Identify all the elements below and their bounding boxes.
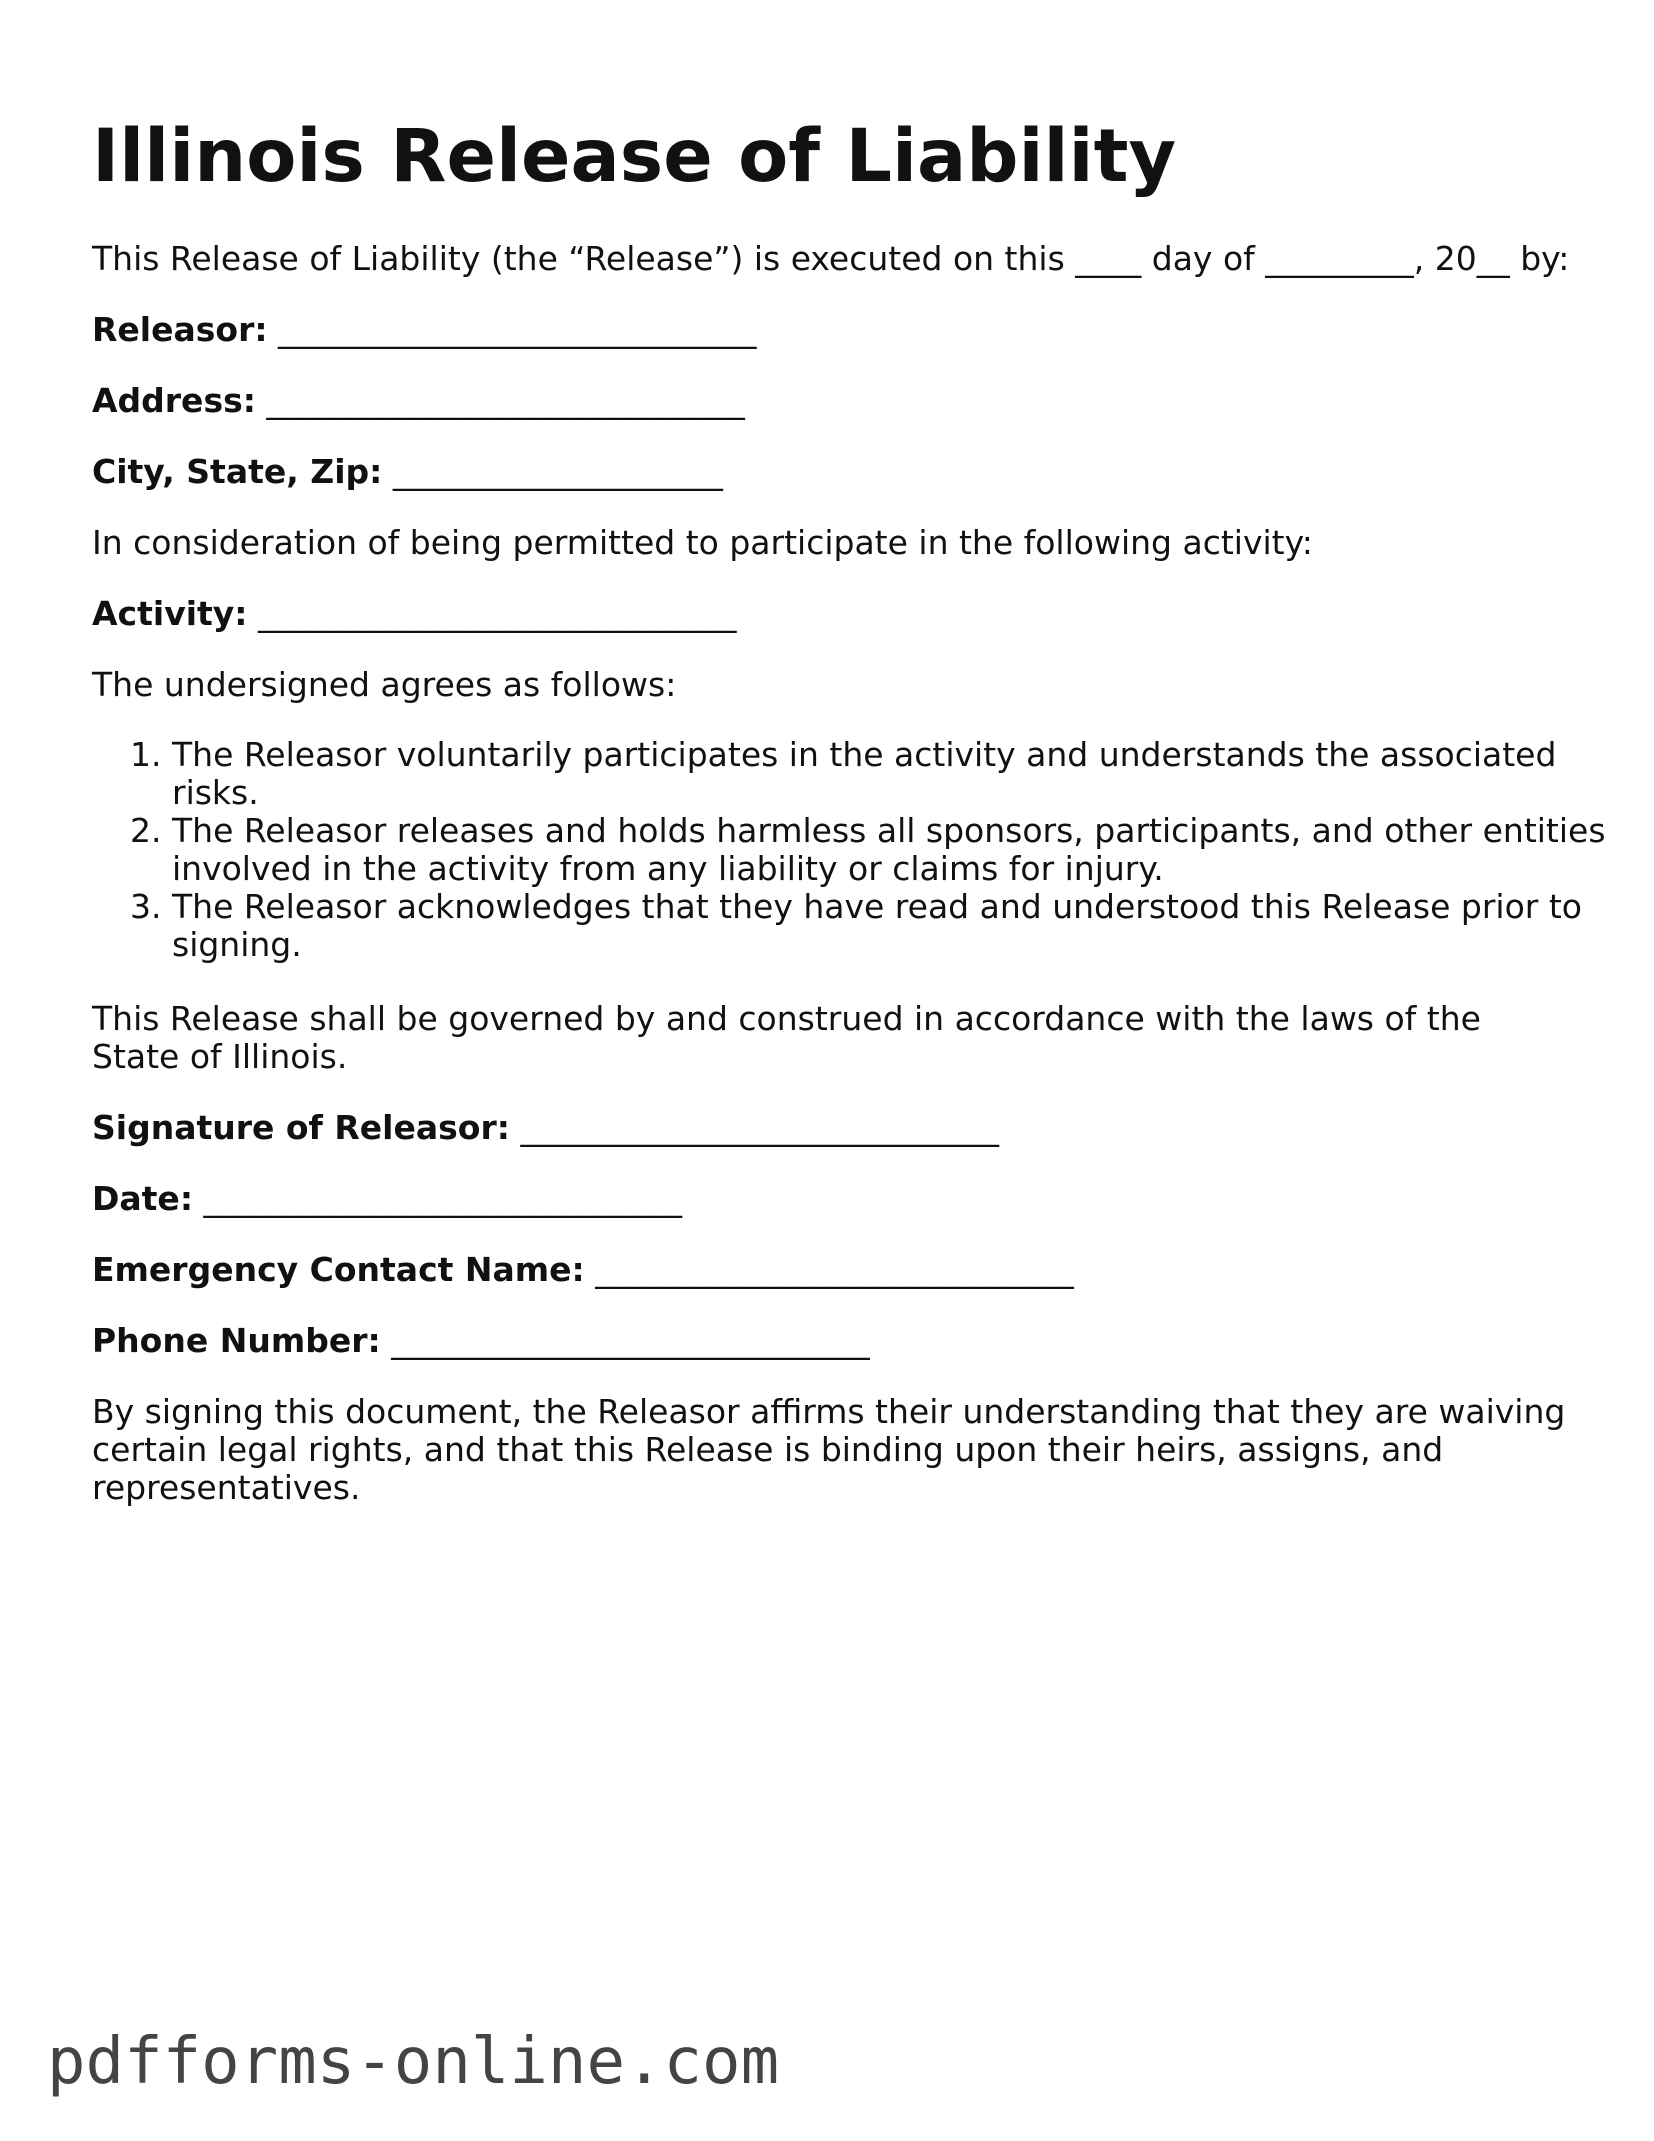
emergency-contact-blank: _____________________________ (595, 1250, 1074, 1289)
city-state-zip-label: City, State, Zip: (92, 452, 383, 491)
emergency-contact-field (92, 1251, 1074, 1289)
phone-number-label: Phone Number: (92, 1321, 381, 1360)
terms-list (92, 736, 1652, 964)
governing-law-text: This Release shall be governed by and construed in accordance with the laws of the State of Illinois. (92, 999, 1481, 1076)
intro-text: This Release of Liability (the “Release”) is executed on this ____ day of _________, 20__ by: (92, 239, 1570, 278)
date-field (92, 1180, 682, 1218)
watermark: pdfforms-online.com (47, 2025, 780, 2099)
phone-number-blank: _____________________________ (391, 1321, 870, 1360)
activity-label: Activity: (92, 594, 248, 633)
city-state-zip-field (92, 453, 723, 491)
releasor-field (92, 311, 757, 349)
signature-field (92, 1109, 999, 1147)
emergency-contact-label: Emergency Contact Name: (92, 1250, 585, 1289)
term-item: 1. The Releasor voluntarily participates in the activity and understands the associated risks. (172, 736, 1652, 812)
releasor-blank: _____________________________ (278, 310, 757, 349)
address-label: Address: (92, 381, 256, 420)
address-blank: _____________________________ (266, 381, 745, 420)
city-state-zip-blank: ____________________ (392, 452, 723, 491)
phone-number-field (92, 1322, 870, 1360)
term-item: 3. The Releasor acknowledges that they have read and understood this Release prior to signing. (172, 888, 1652, 964)
closing-text: By signing this document, the Releasor affirms their understanding that they are waiving certain legal rights, and that this Release is binding upon their heirs, assigns, and representatives. (92, 1392, 1566, 1507)
signature-label: Signature of Releasor: (92, 1108, 510, 1147)
agrees-text: The undersigned agrees as follows: (92, 665, 677, 704)
activity-blank: _____________________________ (258, 594, 737, 633)
activity-field (92, 595, 737, 633)
document-title: Illinois Release of Liability (92, 114, 1177, 199)
address-field (92, 382, 745, 420)
consideration-text: In consideration of being permitted to participate in the following activity: (92, 523, 1313, 562)
signature-blank: _____________________________ (520, 1108, 999, 1147)
date-blank: _____________________________ (203, 1179, 683, 1218)
releasor-label: Releasor: (92, 310, 268, 349)
term-item: 2. The Releasor releases and holds harmless all sponsors, participants, and other entities involved in the activity from any liability or claims for injury. (172, 812, 1652, 888)
date-label: Date: (92, 1179, 194, 1218)
